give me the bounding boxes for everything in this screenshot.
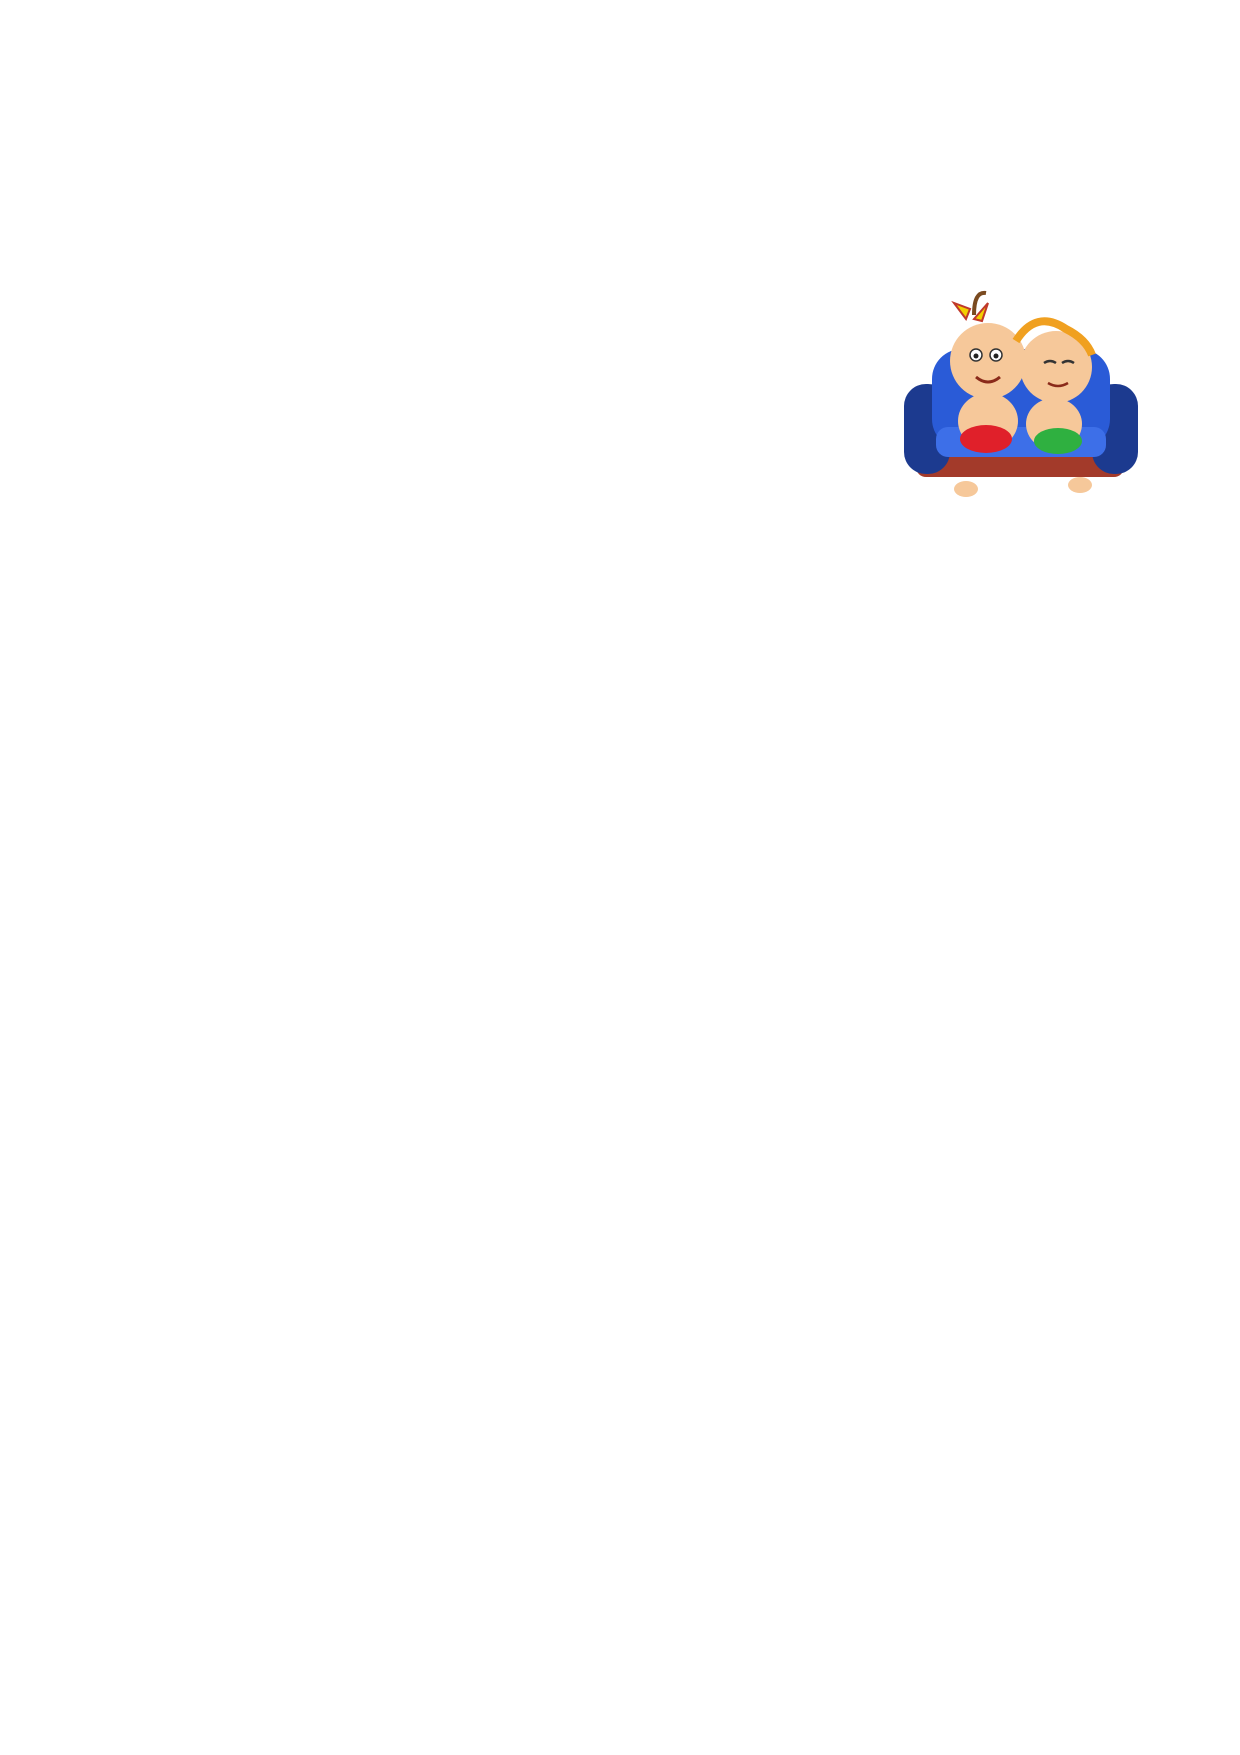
intro-paragraph [96,84,1132,240]
page-content [96,84,1136,240]
babies-on-sofa-icon [896,289,1144,507]
